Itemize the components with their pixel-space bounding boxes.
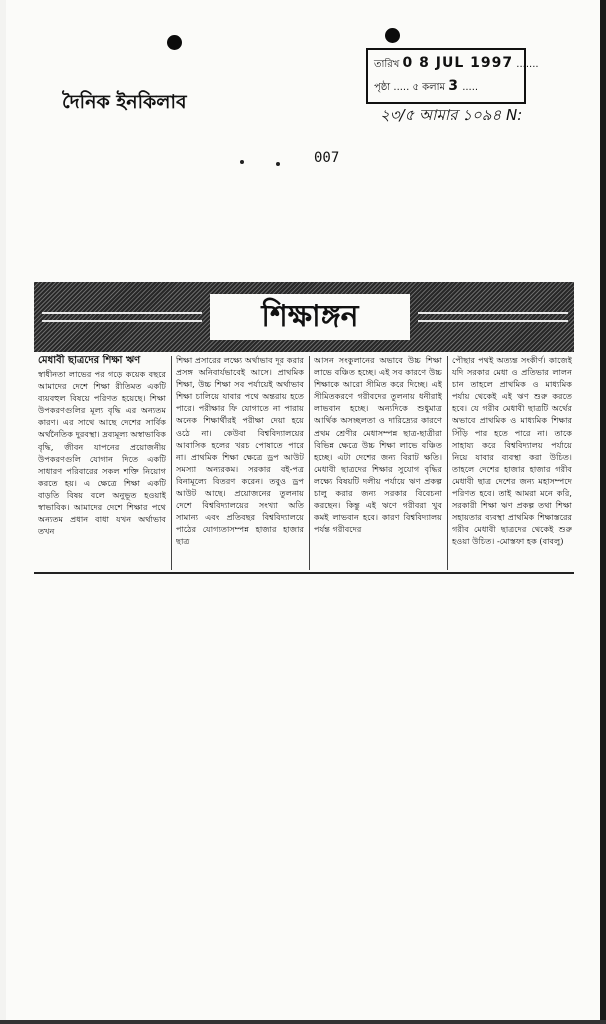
stamp-dots-2: .....	[393, 82, 410, 93]
column-divider	[447, 356, 448, 570]
article-column-2	[176, 354, 304, 574]
handwritten-note: ২৩/৫ আমার ১০৯৪ N:	[380, 106, 523, 124]
article-column-3	[314, 354, 442, 574]
stamp-page-label: পৃষ্ঠা	[374, 82, 391, 93]
stamp-page-row	[374, 78, 478, 97]
article-column-text: স্বাধীনতা লাভের পর গড়ে কয়েক বছরে আমাদের দেশে শিক্ষা রীতিমত একটি ব্যয়বহুল বিষয়ে পরিণত হয়েছে। শিক্ষা উপকরণগুলির মূল্য বৃদ্ধি এর অন্যতম কারণ। এর সাথে আছে দেশের সার্বিক অর্থনৈতিক দুরবস্থা। দ্রব্যমূল্য অস্বাভাবিক বৃদ্ধি, জীবন যাপনের প্রয়োজনীয় উপকরণগুলি যোগান দিতে একটি সাধারণ পরিবারের সকল শক্তি নিয়োগ করতে হয়। এ ক্ষেত্রে শিক্ষা একটি বাড়তি বিষয় বলে অনুভূত হওয়াই স্বাভাবিক। আমাদের দেশে শিক্ষার পথে অন্যতম প্রধান বাধা যখন অর্থাভাব তখন	[38, 369, 166, 537]
banner-rule	[418, 320, 568, 322]
stamp-dots-3: .....	[462, 82, 479, 93]
article-column-4	[452, 354, 572, 574]
banner-rule	[42, 312, 202, 314]
page-number: 007	[314, 150, 340, 166]
article-column-1	[38, 354, 166, 574]
punch-hole-left	[167, 35, 182, 50]
stamp-date-value: 0 8 JUL 1997	[402, 55, 514, 71]
stamp-dots: .......	[516, 59, 539, 70]
column-divider	[309, 356, 310, 570]
date-stamp	[366, 48, 539, 104]
section-title: শিক্ষাঙ্গন	[210, 294, 410, 340]
scan-edge-right	[600, 0, 606, 1024]
speck	[276, 162, 280, 166]
stamp-date-label: তারিখ	[374, 59, 400, 70]
stamp-column-value: 3	[448, 78, 460, 94]
stamp-date-row	[374, 55, 539, 74]
article-column-text: পৌছার পথই অত্যন্ত সংকীর্ণ। কাজেই যদি সরকার মেধা ও প্রতিভার লালন চান তাহলে প্রাথমিক ও মাধ্যমিক পর্যায় থেকেই এই ঋণ শুরু করতে হবে। যে গরীব মেধাবী ছাত্রটি অর্থের অভাবে প্রাথমিক ও মাধ্যমিক শিক্ষার সিঁড়ি পার হতে পারে না। তাকে সাহায্য করে বিশ্ববিদ্যালয় পর্যায়ে নিয়ে যাবার ব্যবস্থা করা উচিত। তাহলে দেশের হাজার হাজার গরীব মেধাবী ছাত্র দেশের জন্য মহাসম্পদে পরিণত হবে। তাই আমরা মনে করি, সরকারী শিক্ষা ঋণ প্রকল্প তথা শিক্ষা সহায়তার ব্যবস্থা প্রাথমিক শিক্ষাস্তরের গরীব মেধাবী ছাত্রদের থেকেই শুরু হওয়া উচিত। -মোস্তফা হক (বাবলু)	[452, 355, 572, 547]
stamp-page-value: ৫	[412, 82, 419, 93]
punch-hole-right	[385, 28, 400, 43]
article-headline: মেধাবী ছাত্রদের শিক্ষা ঋণ	[38, 355, 141, 366]
newspaper-name: দৈনিক ইনকিলাব	[62, 91, 187, 113]
scan-edge-bottom	[0, 1020, 606, 1024]
stamp-column-label: কলাম	[422, 82, 446, 93]
article-columns	[34, 354, 574, 574]
article-column-text: শিক্ষা প্রসারের লক্ষ্যে অর্থাভাব দূর করার প্রসঙ্গ অনিবার্যভাবেই আসে। প্রাথমিক শিক্ষা, উচ্চ শিক্ষা সব পর্যায়েই অর্থাভাব শিক্ষা চালিয়ে যাবার পথে অন্তরায় হতে পারে। পরীক্ষার ফি যোগাতে না পারায় অনেক শিক্ষার্থীরই পরীক্ষা দেয়া হয়ে ওঠে না। কেউবা বিশ্ববিদ্যালয়ের আবাসিক হলের খরচ পোষাতে পারে না। প্রাথমিক শিক্ষা ক্ষেত্রে ড্রপ আউট সমস্যা অন্যরকম। সরকার বই-পত্র বিনামূল্যে বিতরণ করেন। তবুও ড্রপ আউট আছে। প্রয়োজনের তুলনায় দেশে বিশ্ববিদ্যালয়ের সংখ্যা অতি সামান্য এবং প্রতিবছর বিশ্ববিদ্যালয়ে পাঠের যোগ্যতাসম্পন্ন হাজার হাজার ছাত্র	[176, 355, 304, 547]
column-divider	[171, 356, 172, 570]
speck	[240, 160, 244, 164]
banner-rule	[42, 320, 202, 322]
banner-rule	[418, 312, 568, 314]
newspaper-clipping	[34, 282, 574, 576]
section-banner	[34, 282, 574, 352]
article-column-text: আসন সংকুলানের অভাবে উচ্চ শিক্ষা লাভে বঞ্চিত হচ্ছে। এই সব কারণে উচ্চ শিক্ষাকে আরো সীমিত করে দিচ্ছে। এই সীমিতকরণে গরীবদের তুলনায় ধনীরাই লাভবান হচ্ছে। অন্যদিকে শুধুমাত্র আর্থিক অসচ্ছলতা ও দারিদ্র্যের কারণে প্রথম শ্রেণীর মেধাসম্পন্ন ছাত্র-ছাত্রীরা বিভিন্ন ক্ষেত্রে উচ্চ শিক্ষা লাভে বঞ্চিত হচ্ছে। এটা দেশের জন্য বিরাট ক্ষতি। মেধাবী ছাত্রদের শিক্ষার সুযোগ বৃদ্ধির লক্ষ্যে বিষয়টি দলীয় পর্যায়ে ঋণ প্রকল্প চালু করার জন্য সরকার বিবেচনা করছেন। কিন্তু এই ঋণে গরীবরা খুব কমই লাভবান হবে। কারণ বিশ্ববিদ্যালয় পর্যন্ত গরীবদের	[314, 355, 442, 535]
clipping-bottom-edge	[34, 572, 574, 574]
